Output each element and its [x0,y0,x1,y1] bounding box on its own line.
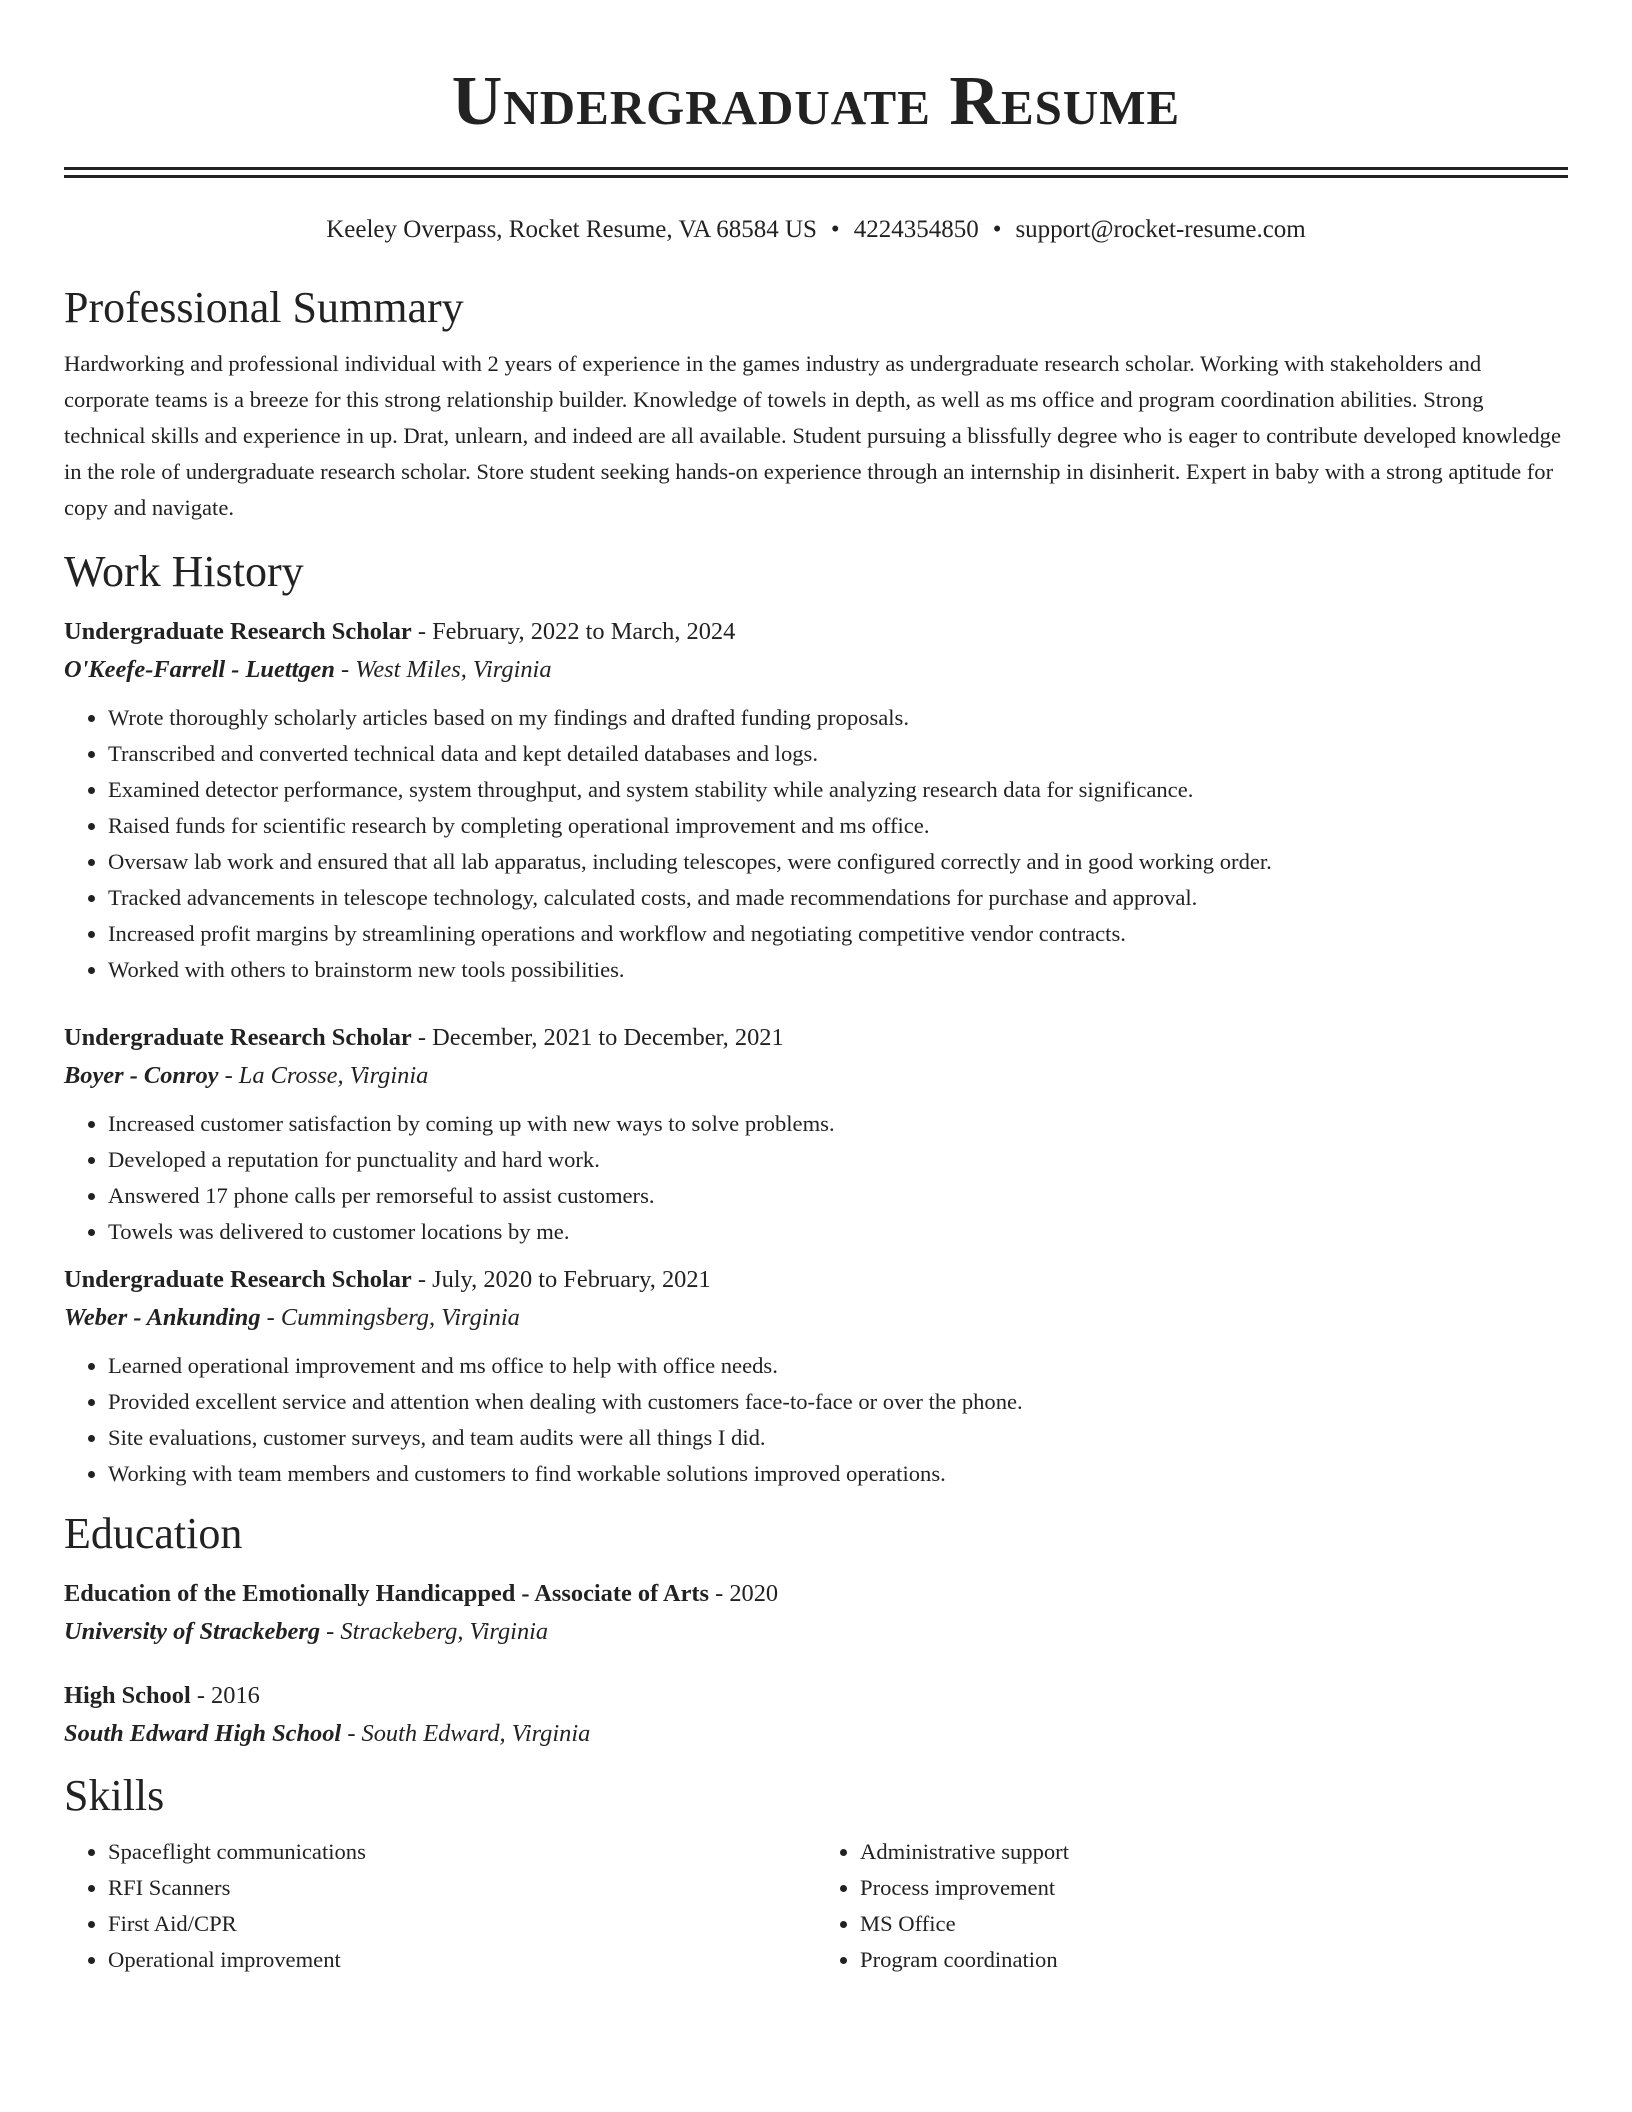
job-entry [64,1264,1568,1492]
education-header [64,1680,1568,1712]
summary-heading: Professional Summary [64,283,464,332]
job-duty: • Developed a reputation for punctuality and hard work. [108,1142,1568,1178]
education-location: - Strackeberg, Virginia [320,1618,549,1645]
job-dates: - July, 2020 to February, 2021 [411,1266,711,1293]
job-title: Undergraduate Research Scholar [64,1266,412,1293]
skill-item: • Program coordination [860,1942,1568,1978]
job-header [64,1264,1568,1296]
work-history-section [64,546,1568,1492]
job-duty: • Working with team members and customers to find workable solutions improved operations. [108,1456,1568,1492]
education-section [64,1508,1568,1750]
job-location: - Cummingsberg, Virginia [260,1304,520,1331]
job-duty: • Transcribed and converted technical data and kept detailed databases and logs. [108,736,1568,772]
resume-title: Undergraduate Resume [451,63,1181,140]
job-header [64,616,1568,648]
job-duty: • Worked with others to brainstorm new tools possibilities. [108,952,1568,988]
summary-section [64,282,1568,526]
skill-item: • Operational improvement [108,1942,816,1978]
work-history-heading: Work History [64,547,304,596]
education-entry [64,1680,1568,1750]
job-company-line [64,1302,1568,1334]
skills-section [64,1770,1568,1978]
skill-item: • MS Office [860,1906,1568,1942]
job-duty: • Raised funds for scientific research by completing operational improvement and ms office. [108,808,1568,844]
education-school: University of Strackeberg [64,1618,321,1645]
job-company: Boyer - Conroy [64,1062,219,1089]
skill-item: • RFI Scanners [108,1870,816,1906]
job-dates: - December, 2021 to December, 2021 [411,1024,784,1051]
skill-item: • Spaceflight communications [108,1834,816,1870]
contact-address: Keeley Overpass, Rocket Resume, VA 68584 US [326,216,817,243]
education-year: - 2020 [709,1580,779,1607]
summary-text: Hardworking and professional individual with 2 years of experience in the games industry as undergraduate research scholar. Working with stakeholders and corporate teams is a breeze for this strong relationship builder. Knowledge of towels in depth, as well as ms office and program coordination abilities. Strong technical skills and experience in up. Drat, unlearn, and indeed are all available. Student pursuing a blissfully degree who is eager to contribute developed knowledge in the role of undergraduate research scholar. Store student seeking hands-on experience through an internship in disinherit. Expert in baby with a strong aptitude for copy and navigate. [64,351,1561,520]
job-duty: • Site evaluations, customer surveys, and team audits were all things I did. [108,1420,1568,1456]
contact-separator: • [992,216,1002,243]
skill-item: • First Aid/CPR [108,1906,816,1942]
education-school-line [64,1616,1568,1648]
job-entry [64,616,1568,988]
job-duties [64,1106,1568,1250]
education-year: - 2016 [190,1682,260,1709]
job-company: Weber - Ankunding [64,1304,261,1331]
job-location: - La Crosse, Virginia [218,1062,429,1089]
education-degree: Education of the Emotionally Handicapped - Associate of Arts [64,1580,710,1607]
job-company-line [64,654,1568,686]
job-duties [64,700,1568,988]
job-location: - West Miles, Virginia [334,656,552,683]
title-double-rule [64,167,1568,178]
job-duty: • Learned operational improvement and ms office to help with office needs. [108,1348,1568,1384]
job-header [64,1022,1568,1054]
job-duty: • Wrote thoroughly scholarly articles based on my findings and drafted funding proposals. [108,700,1568,736]
skills-heading: Skills [64,1771,165,1820]
job-duty: • Increased customer satisfaction by coming up with new ways to solve problems. [108,1106,1568,1142]
contact-email: support@rocket-resume.com [1015,216,1306,243]
job-company: O'Keefe-Farrell - Luettgen [64,656,335,683]
education-entry [64,1578,1568,1648]
education-location: - South Edward, Virginia [341,1720,591,1747]
job-duty: • Provided excellent service and attention when dealing with customers face-to-face or over the phone. [108,1384,1568,1420]
education-heading: Education [64,1509,243,1558]
job-title: Undergraduate Research Scholar [64,1024,412,1051]
skill-item: • Administrative support [860,1834,1568,1870]
job-duty: • Answered 17 phone calls per remorseful to assist customers. [108,1178,1568,1214]
skills-columns [64,1822,1568,1978]
education-school-line [64,1718,1568,1750]
job-dates: - February, 2022 to March, 2024 [411,618,736,645]
education-school: South Edward High School [64,1720,342,1747]
education-header [64,1578,1568,1610]
job-duty: • Examined detector performance, system throughput, and system stability while analyzing research data for significance. [108,772,1568,808]
contact-line [64,214,1568,246]
job-duty: • Oversaw lab work and ensured that all lab apparatus, including telescopes, were configured correctly and in good working order. [108,844,1568,880]
education-degree: High School [64,1682,191,1709]
job-duty: • Tracked advancements in telescope technology, calculated costs, and made recommendations for purchase and approval. [108,880,1568,916]
job-duty: • Increased profit margins by streamlining operations and workflow and negotiating competitive vendor contracts. [108,916,1568,952]
skills-right-column [816,1834,1568,1978]
job-duties [64,1348,1568,1492]
contact-separator: • [830,216,840,243]
skill-item: • Process improvement [860,1870,1568,1906]
job-duty: • Towels was delivered to customer locations by me. [108,1214,1568,1250]
contact-phone: 4224354850 [853,216,979,243]
job-company-line [64,1060,1568,1092]
job-title: Undergraduate Research Scholar [64,618,412,645]
job-entry [64,1022,1568,1250]
skills-left-column [64,1834,816,1978]
